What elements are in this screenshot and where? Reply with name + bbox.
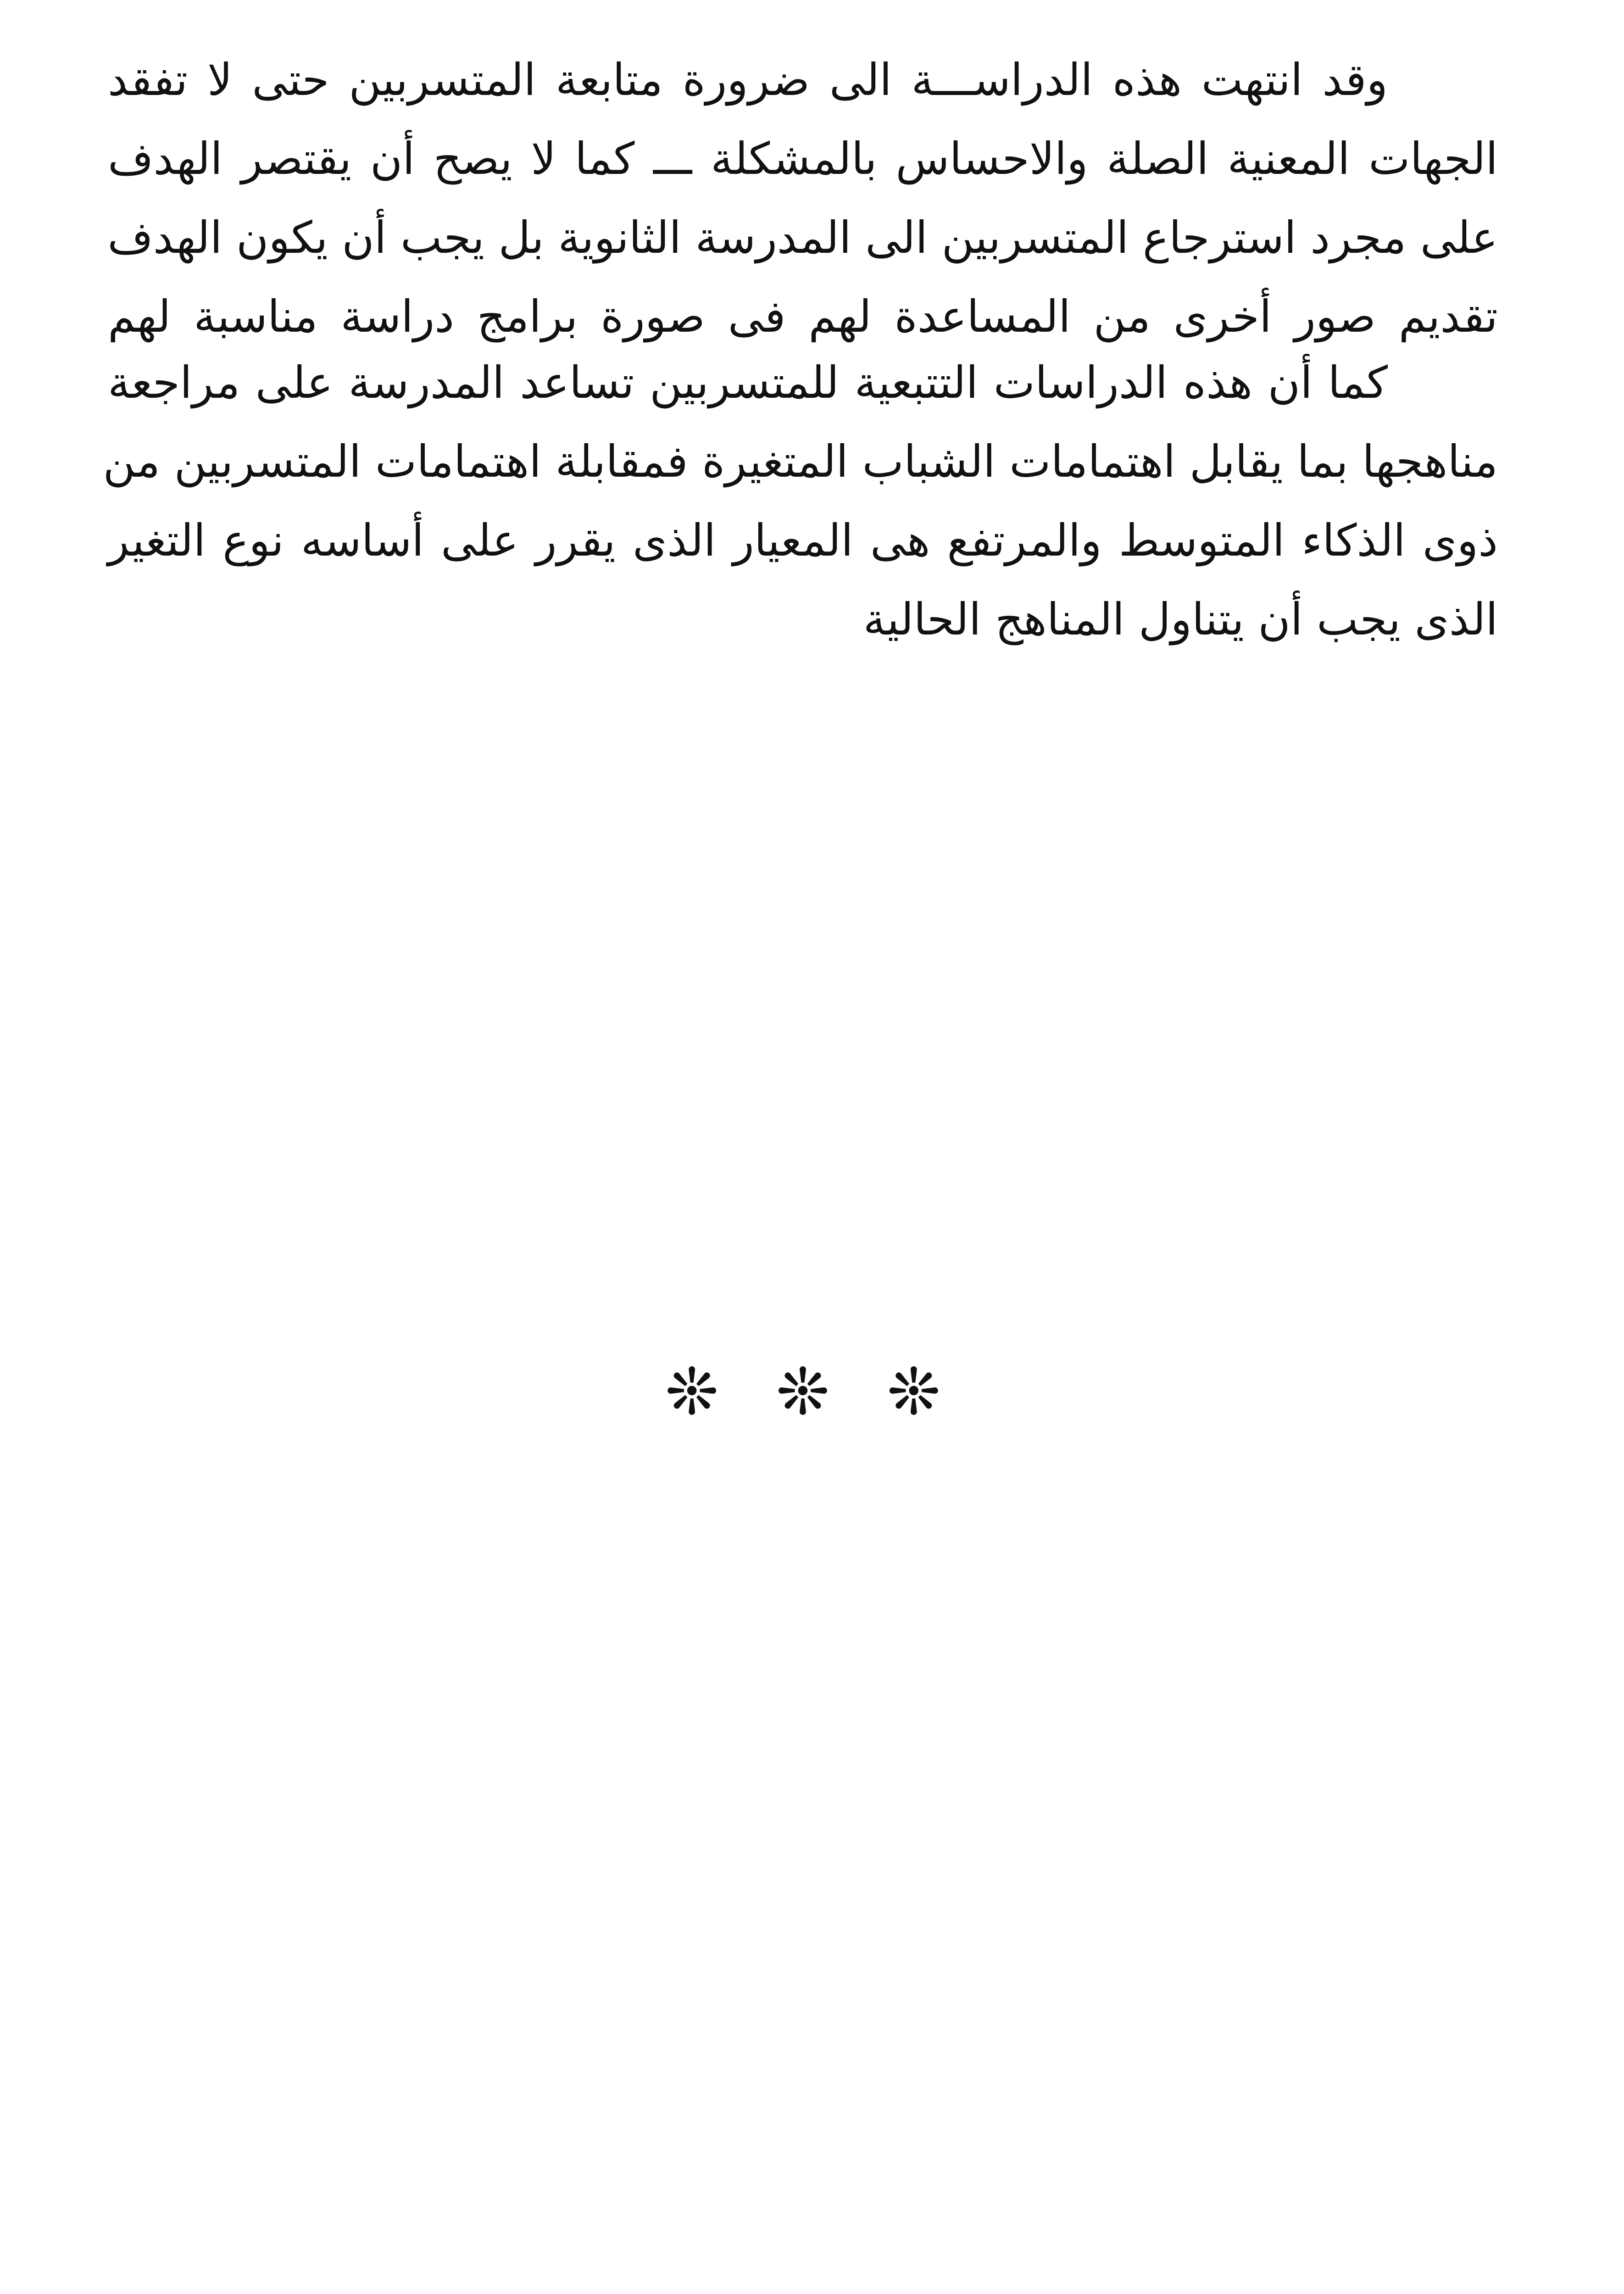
paragraph-line: وقد انتهت هذه الدراســـة الى ضرورة متابعة المتسربين حتى لا تفقد: [108, 54, 1388, 106]
paragraph-2: [103, 343, 1498, 659]
paragraph-line: الذى يجب أن يتناول المناهج الحالية: [863, 594, 1498, 645]
paragraph-line: مناهجها بما يقابل اهتمامات الشباب المتغيرة فمقابلة اهتمامات المتسربين من: [103, 436, 1498, 487]
paragraph-line: الجهات المعنية الصلة والاحساس بالمشكلة ـــ كما لا يصح أن يقتصر الهدف: [108, 133, 1498, 184]
paragraph-line: على مجرد استرجاع المتسربين الى المدرسة الثانوية بل يجب أن يكون الهدف: [107, 212, 1498, 263]
paragraph-line: كما أن هذه الدراسات التتبعية للمتسربين تساعد المدرسة على مراجعة: [108, 357, 1388, 408]
section-separator-asterisks: ❊ ❊ ❊: [665, 1355, 959, 1430]
paragraph-1: [108, 40, 1498, 356]
paragraph-line: ذوى الذكاء المتوسط والمرتفع هى المعيار الذى يقرر على أساسه نوع التغير: [108, 515, 1498, 566]
paragraph-line: تقديم صور أخرى من المساعدة لهم فى صورة برامج دراسة مناسبة لهم: [108, 291, 1498, 342]
